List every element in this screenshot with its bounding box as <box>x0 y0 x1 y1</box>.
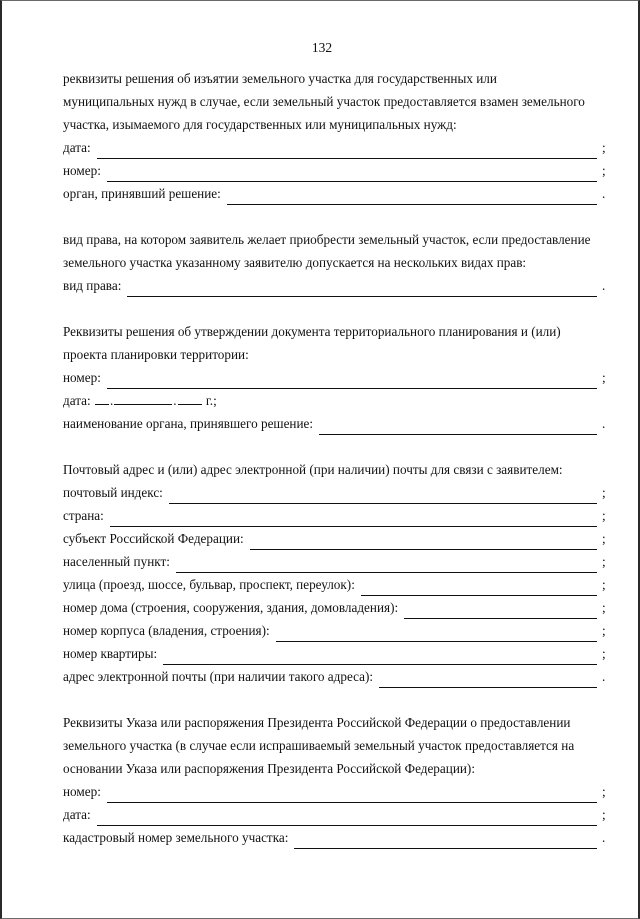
field-label: номер дома (строения, сооружения, здания, домовладения): <box>63 600 399 615</box>
field-label: номер: <box>63 370 101 385</box>
date-suffix: г.; <box>205 393 217 408</box>
month-input-line[interactable] <box>114 390 172 405</box>
date-separator: . <box>109 393 114 408</box>
section-seizure-decision <box>63 67 610 205</box>
section-postal-address <box>63 458 610 688</box>
heading-line: участка, изымаемого для государственных или муниципальных нужд: <box>63 117 457 132</box>
field-label: номер квартиры: <box>63 646 158 661</box>
year-input-line[interactable] <box>178 390 202 405</box>
cadastral-number-input-line[interactable] <box>294 833 597 849</box>
house-number-input-line[interactable] <box>404 603 597 619</box>
date-separator: . <box>173 393 177 408</box>
heading-line: Реквизиты Указа или распоряжения Президента Российской Федерации о предоставлении <box>63 715 571 730</box>
field-terminator: ; <box>602 784 606 799</box>
field-terminator: ; <box>602 554 606 569</box>
number-input-line[interactable] <box>107 373 597 389</box>
field-date <box>63 803 610 826</box>
field-label: орган, принявший решение: <box>63 186 221 201</box>
field-label: населенный пункт: <box>63 554 170 569</box>
heading-line: основании Указа или распоряжения Президента Российской Федерации): <box>63 761 475 776</box>
field-number <box>63 159 610 182</box>
field-terminator: ; <box>602 577 606 592</box>
field-street <box>63 573 610 596</box>
heading-line: Реквизиты решения об утверждении документа территориального планирования и (или) <box>63 324 561 339</box>
heading-line: проекта планировки территории: <box>63 347 249 362</box>
field-house-number <box>63 596 610 619</box>
issuing-body-input-line[interactable] <box>319 419 597 435</box>
date-input-line[interactable] <box>97 143 597 159</box>
field-label: дата: <box>63 140 91 155</box>
field-label: дата: <box>63 393 91 408</box>
issuing-body-input-line[interactable] <box>227 189 597 205</box>
field-issuing-body <box>63 412 610 435</box>
field-label: адрес электронной почты (при наличии такого адреса): <box>63 669 374 684</box>
section-presidential-decree <box>63 711 610 849</box>
field-terminator: ; <box>602 508 606 523</box>
field-label: номер корпуса (владения, строения): <box>63 623 270 638</box>
building-number-input-line[interactable] <box>276 626 597 642</box>
field-email <box>63 665 610 688</box>
field-region <box>63 527 610 550</box>
field-label: почтовый индекс: <box>63 485 163 500</box>
section-right-type <box>63 228 610 297</box>
field-number <box>63 366 610 389</box>
number-input-line[interactable] <box>107 787 597 803</box>
heading-line: муниципальных нужд в случае, если земельный участок предоставляется взамен земельного <box>63 94 585 109</box>
apartment-input-line[interactable] <box>163 649 597 665</box>
field-cadastral-number <box>63 826 610 849</box>
date-input-line[interactable] <box>97 810 597 826</box>
locality-input-line[interactable] <box>176 557 597 573</box>
field-label: кадастровый номер земельного участка: <box>63 830 289 845</box>
field-issuing-body <box>63 182 610 205</box>
field-terminator: ; <box>602 370 606 385</box>
number-input-line[interactable] <box>107 166 597 182</box>
heading-line: земельного участка указанному заявителю допускается на нескольких видах прав: <box>63 255 527 270</box>
field-date <box>63 136 610 159</box>
heading-line: земельного участка (в случае если испрашиваемый земельный участок предоставляется на <box>63 738 575 753</box>
field-number <box>63 780 610 803</box>
field-terminator: ; <box>602 531 606 546</box>
field-terminator: ; <box>602 807 606 822</box>
heading-line: вид права, на котором заявитель желает приобрести земельный участок, если предоставление <box>63 232 591 247</box>
field-label: дата: <box>63 807 91 822</box>
field-terminator: . <box>602 830 606 845</box>
field-label: номер: <box>63 163 101 178</box>
field-terminator: . <box>602 186 606 201</box>
form-content <box>63 67 610 849</box>
heading-line: реквизиты решения об изъятии земельного участка для государственных или <box>63 71 497 86</box>
field-apartment <box>63 642 610 665</box>
field-locality <box>63 550 610 573</box>
field-label: наименование органа, принявшего решение: <box>63 416 314 431</box>
field-label: субъект Российской Федерации: <box>63 531 244 546</box>
country-input-line[interactable] <box>110 511 597 527</box>
field-label: вид права: <box>63 278 122 293</box>
field-label: номер: <box>63 784 101 799</box>
field-terminator: ; <box>602 600 606 615</box>
region-input-line[interactable] <box>250 534 597 550</box>
field-terminator: ; <box>602 140 606 155</box>
street-input-line[interactable] <box>361 580 597 596</box>
field-label: улица (проезд, шоссе, бульвар, проспект, переулок): <box>63 577 355 592</box>
field-terminator: ; <box>602 646 606 661</box>
field-terminator: . <box>602 416 606 431</box>
field-country <box>63 504 610 527</box>
heading-line: Почтовый адрес и (или) адрес электронной (при наличии) почты для связи с заявителем: <box>63 462 563 477</box>
field-terminator: . <box>602 278 606 293</box>
field-postal-code <box>63 481 610 504</box>
field-right-type <box>63 274 610 297</box>
right-type-input-line[interactable] <box>127 281 597 297</box>
field-terminator: ; <box>602 623 606 638</box>
day-input-line[interactable] <box>95 390 109 405</box>
field-building-number <box>63 619 610 642</box>
field-terminator: ; <box>602 163 606 178</box>
field-label: страна: <box>63 508 104 523</box>
email-input-line[interactable] <box>379 672 597 688</box>
page-number: 132 <box>311 40 333 55</box>
field-terminator: ; <box>602 485 606 500</box>
postal-code-input-line[interactable] <box>169 488 597 504</box>
field-terminator: . <box>602 669 606 684</box>
section-planning-document <box>63 320 610 435</box>
field-date <box>63 389 610 412</box>
